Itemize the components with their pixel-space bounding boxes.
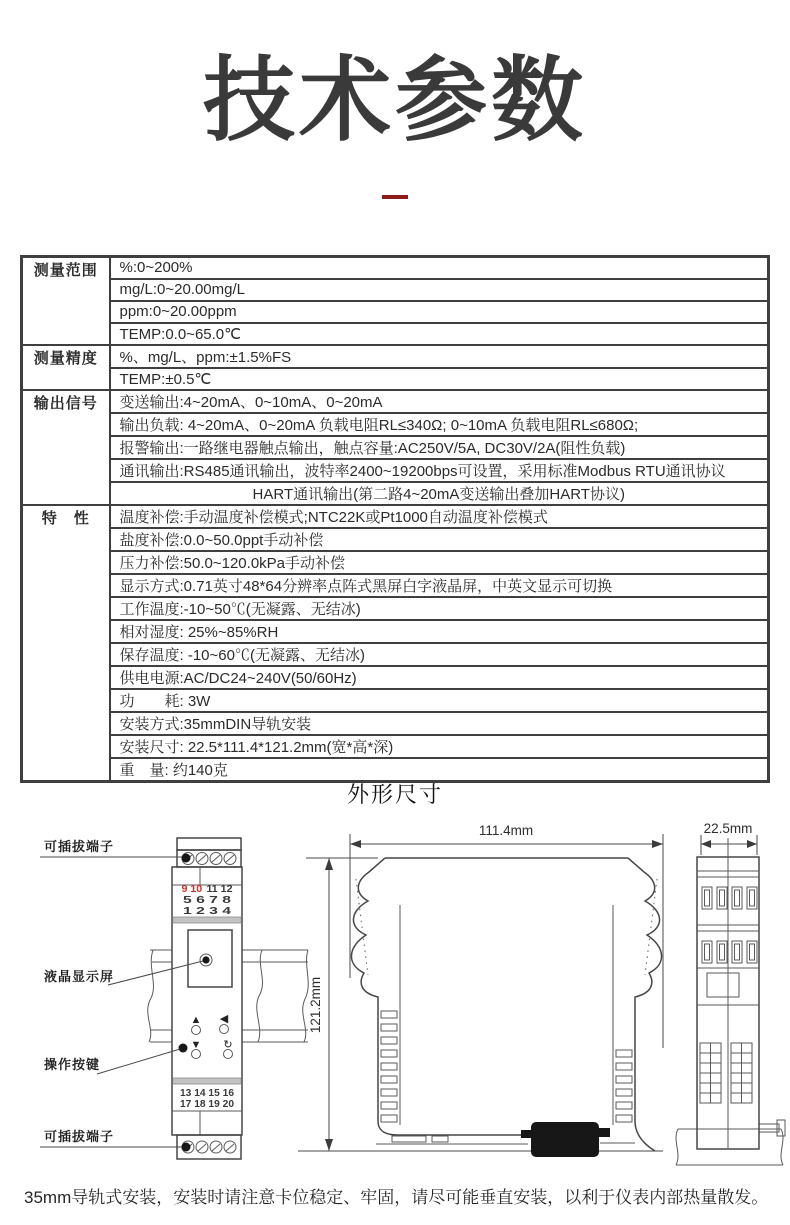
spec-value: 功 耗: 3W bbox=[110, 689, 769, 712]
spec-row bbox=[22, 436, 769, 459]
spec-table-wrap bbox=[20, 255, 770, 783]
vent-grid-icon bbox=[700, 1043, 752, 1103]
spec-value: 保存温度: -10~60℃(无凝露、无结冰) bbox=[110, 643, 769, 666]
spec-value: 重 量: 约140克 bbox=[110, 758, 769, 782]
spec-value: 相对湿度: 25%~85%RH bbox=[110, 620, 769, 643]
operation-buttons bbox=[179, 1013, 233, 1059]
left-button-icon[interactable]: ◀ bbox=[219, 1013, 229, 1025]
spec-table bbox=[20, 255, 770, 783]
spec-category-label: 测量范围 bbox=[22, 257, 110, 345]
spec-category-label: 特 性 bbox=[22, 505, 110, 782]
spec-category-label: 测量精度 bbox=[22, 345, 110, 390]
spec-value: 通讯输出:RS485通讯输出，波特率2400~19200bps可设置，采用标准Modbus RTU通讯协议 bbox=[110, 459, 769, 482]
terminal-numbers-row3: 1 2 3 4 bbox=[183, 906, 232, 917]
terminal-numbers-bottom bbox=[180, 1088, 234, 1110]
title-divider bbox=[382, 195, 408, 199]
side-view bbox=[298, 823, 663, 1157]
spec-table-body bbox=[22, 257, 769, 782]
lcd-screen bbox=[188, 930, 232, 987]
spec-value: %、mg/L、ppm:±1.5%FS bbox=[110, 345, 769, 368]
spec-row bbox=[22, 482, 769, 505]
spec-value: %:0~200% bbox=[110, 257, 769, 279]
spec-value: 压力补偿:50.0~120.0kPa手动补偿 bbox=[110, 551, 769, 574]
spec-value: 工作温度:-10~50℃(无凝露、无结冰) bbox=[110, 597, 769, 620]
spec-row bbox=[22, 643, 769, 666]
spec-value: 输出负载: 4~20mA、0~20mA 负载电阻RL≤340Ω; 0~10mA 负载电阻RL≤680Ω; bbox=[110, 413, 769, 436]
din-clip-icon bbox=[521, 1122, 610, 1157]
spec-row bbox=[22, 528, 769, 551]
label-lcd: 液晶显示屏 bbox=[44, 969, 115, 984]
spec-row bbox=[22, 459, 769, 482]
width-dim-label: 111.4mm bbox=[478, 823, 534, 838]
spec-value: 安装方式:35mmDIN导轨安装 bbox=[110, 712, 769, 735]
clip-arm-icon bbox=[759, 1120, 785, 1136]
terminal-row-icon bbox=[702, 941, 757, 963]
spec-row bbox=[22, 301, 769, 323]
spec-row bbox=[22, 551, 769, 574]
terminal-numbers-top bbox=[182, 884, 233, 917]
spec-category-label: 输出信号 bbox=[22, 390, 110, 505]
up-button[interactable] bbox=[192, 1026, 201, 1035]
side-housing-outline bbox=[351, 858, 661, 1151]
spec-value: 报警输出:一路继电器触点输出，触点容量:AC250V/5A, DC30V/2A(阻性负载) bbox=[110, 436, 769, 459]
spec-value: 供电电源:AC/DC24~240V(50/60Hz) bbox=[110, 666, 769, 689]
spec-row bbox=[22, 279, 769, 301]
end-cutout bbox=[707, 973, 739, 997]
leader-dot bbox=[179, 1044, 188, 1053]
terminal-numbers-red: 9 10 bbox=[181, 884, 201, 895]
spec-row bbox=[22, 712, 769, 735]
spec-row bbox=[22, 689, 769, 712]
spec-row bbox=[22, 413, 769, 436]
front-view bbox=[40, 838, 308, 1159]
down-button-icon[interactable]: ▼ bbox=[190, 1039, 202, 1051]
up-button-icon[interactable]: ▲ bbox=[190, 1014, 202, 1026]
spec-value: 温度补偿:手动温度补偿模式;NTC22K或Pt1000自动温度补偿模式 bbox=[110, 505, 769, 528]
bottom-terminal-block bbox=[177, 1135, 241, 1159]
terminal-numbers-black: 11 12 bbox=[206, 884, 231, 895]
cycle-button-icon[interactable]: ↻ bbox=[223, 1039, 233, 1051]
spec-value: ppm:0~20.00ppm bbox=[110, 301, 769, 323]
spec-row bbox=[22, 257, 769, 279]
spec-value: HART通讯输出(第二路4~20mA变送输出叠加HART协议) bbox=[110, 482, 769, 505]
spec-row bbox=[22, 735, 769, 758]
label-bottom-terminal: 可插拔端子 bbox=[44, 1129, 115, 1144]
spec-row bbox=[22, 666, 769, 689]
dimensions-heading: 外形尺寸 bbox=[346, 782, 443, 807]
spec-value: TEMP:0.0~65.0℃ bbox=[110, 323, 769, 345]
spec-row bbox=[22, 368, 769, 390]
spec-row bbox=[22, 574, 769, 597]
spec-value: 显示方式:0.71英寸48*64分辨率点阵式黑屏白字液晶屏，中英文显示可切换 bbox=[110, 574, 769, 597]
spec-row bbox=[22, 390, 769, 413]
terminal-numbers-row2: 5 6 7 8 bbox=[183, 895, 232, 906]
spec-row bbox=[22, 597, 769, 620]
spec-value: mg/L:0~20.00mg/L bbox=[110, 279, 769, 301]
top-terminal-block bbox=[177, 838, 241, 867]
end-view bbox=[676, 821, 785, 1165]
label-buttons: 操作按键 bbox=[44, 1057, 101, 1072]
page-title: 技术参数 bbox=[202, 50, 587, 152]
spec-row bbox=[22, 620, 769, 643]
terminal-numbers-row5: 17 18 19 20 bbox=[180, 1099, 235, 1110]
terminal-row-icon bbox=[702, 887, 757, 909]
spec-row bbox=[22, 345, 769, 368]
spec-value: TEMP:±0.5℃ bbox=[110, 368, 769, 390]
svg-text:9 1011 12 bbox=[182, 884, 233, 895]
leader-dot bbox=[182, 854, 191, 863]
spec-value: 盐度补偿:0.0~50.0ppt手动补偿 bbox=[110, 528, 769, 551]
terminal-numbers-row4: 13 14 15 16 bbox=[180, 1088, 235, 1099]
din-rail-icon bbox=[676, 1129, 783, 1165]
spec-value: 安装尺寸: 22.5*111.4*121.2mm(宽*高*深) bbox=[110, 735, 769, 758]
leader-dot bbox=[182, 1143, 191, 1152]
left-button[interactable] bbox=[220, 1025, 229, 1034]
height-dim-label: 121.2mm bbox=[308, 976, 323, 1034]
spec-row bbox=[22, 505, 769, 528]
vent-slots-icon bbox=[381, 1011, 632, 1122]
spec-value: 变送输出:4~20mA、0~10mA、0~20mA bbox=[110, 390, 769, 413]
mounting-note: 35mm导轨式安装，安装时请注意卡位稳定、牢固，请尽可能垂直安装，以利于仪表内部热量散发。 bbox=[24, 1188, 769, 1207]
end-width-dim-label: 22.5mm bbox=[703, 821, 753, 836]
spec-row bbox=[22, 323, 769, 345]
label-top-terminal: 可插拔端子 bbox=[44, 839, 115, 854]
dimension-drawing bbox=[0, 813, 790, 1173]
